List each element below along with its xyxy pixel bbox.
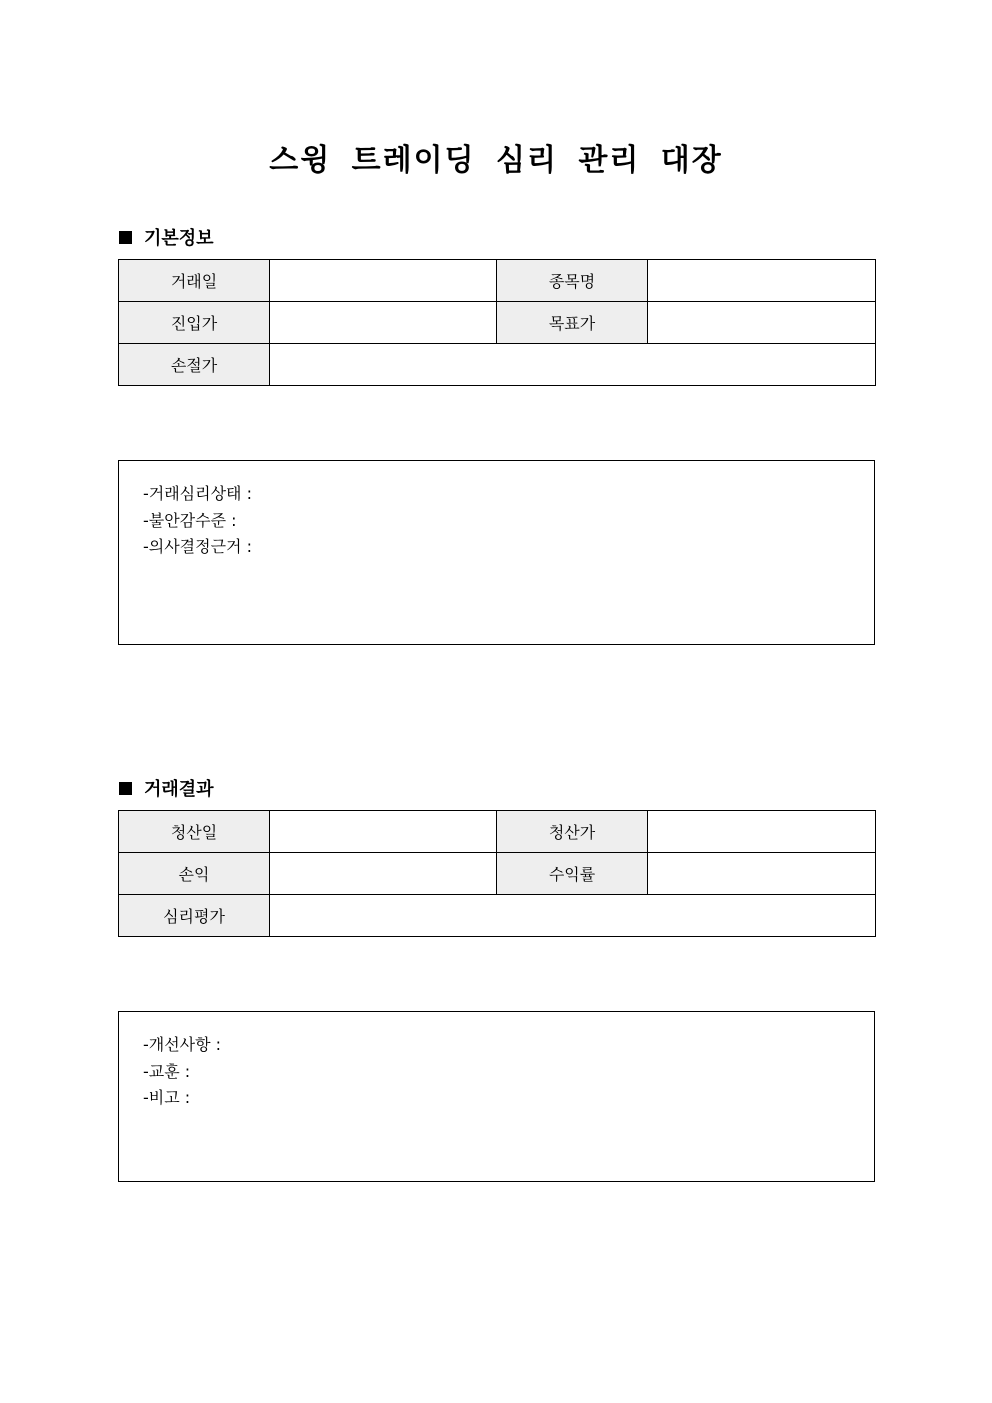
entry-price-label: 진입가 [119, 302, 270, 344]
section-heading-result [119, 775, 214, 801]
profit-loss-label: 손익 [119, 853, 270, 895]
section-heading-basic [119, 224, 214, 250]
profit-loss-field[interactable] [270, 853, 497, 895]
trade-date-label: 거래일 [119, 260, 270, 302]
stop-loss-label: 손절가 [119, 344, 270, 386]
trade-date-field[interactable] [270, 260, 497, 302]
stop-loss-field[interactable] [270, 344, 876, 386]
psychology-memo-box[interactable] [118, 460, 875, 645]
table-row [119, 344, 876, 386]
table-row [119, 260, 876, 302]
entry-price-field[interactable] [270, 302, 497, 344]
memo-line-psychology-state: -거래심리상태 : [143, 484, 252, 503]
stock-name-label: 종목명 [497, 260, 648, 302]
table-row [119, 302, 876, 344]
close-date-field[interactable] [270, 811, 497, 853]
table-row [119, 895, 876, 937]
document-title: 스윙 트레이딩 심리 관리 대장 [269, 143, 723, 178]
review-memo-box[interactable] [118, 1011, 875, 1182]
square-bullet-icon [119, 231, 132, 244]
section-heading-basic-label: 기본정보 [144, 228, 214, 249]
memo-line-remarks: -비고 : [143, 1088, 191, 1107]
close-price-field[interactable] [648, 811, 876, 853]
memo-line-decision-basis: -의사결정근거 : [143, 537, 252, 556]
memo-line-lessons: -교훈 : [143, 1061, 191, 1081]
square-bullet-icon [119, 782, 132, 795]
table-row [119, 853, 876, 895]
section-heading-result-label: 거래결과 [144, 779, 214, 800]
psychology-evaluation-label: 심리평가 [119, 895, 270, 937]
basic-info-table [118, 259, 876, 386]
result-info-table [118, 810, 876, 937]
target-price-label: 목표가 [497, 302, 648, 344]
memo-line-improvements: -개선사항 : [143, 1035, 222, 1054]
close-price-label: 청산가 [497, 811, 648, 853]
memo-line-anxiety-level: -불안감수준 : [143, 510, 237, 530]
return-rate-label: 수익률 [497, 853, 648, 895]
table-row [119, 811, 876, 853]
close-date-label: 청산일 [119, 811, 270, 853]
return-rate-field[interactable] [648, 853, 876, 895]
target-price-field[interactable] [648, 302, 876, 344]
stock-name-field[interactable] [648, 260, 876, 302]
psychology-evaluation-field[interactable] [270, 895, 876, 937]
